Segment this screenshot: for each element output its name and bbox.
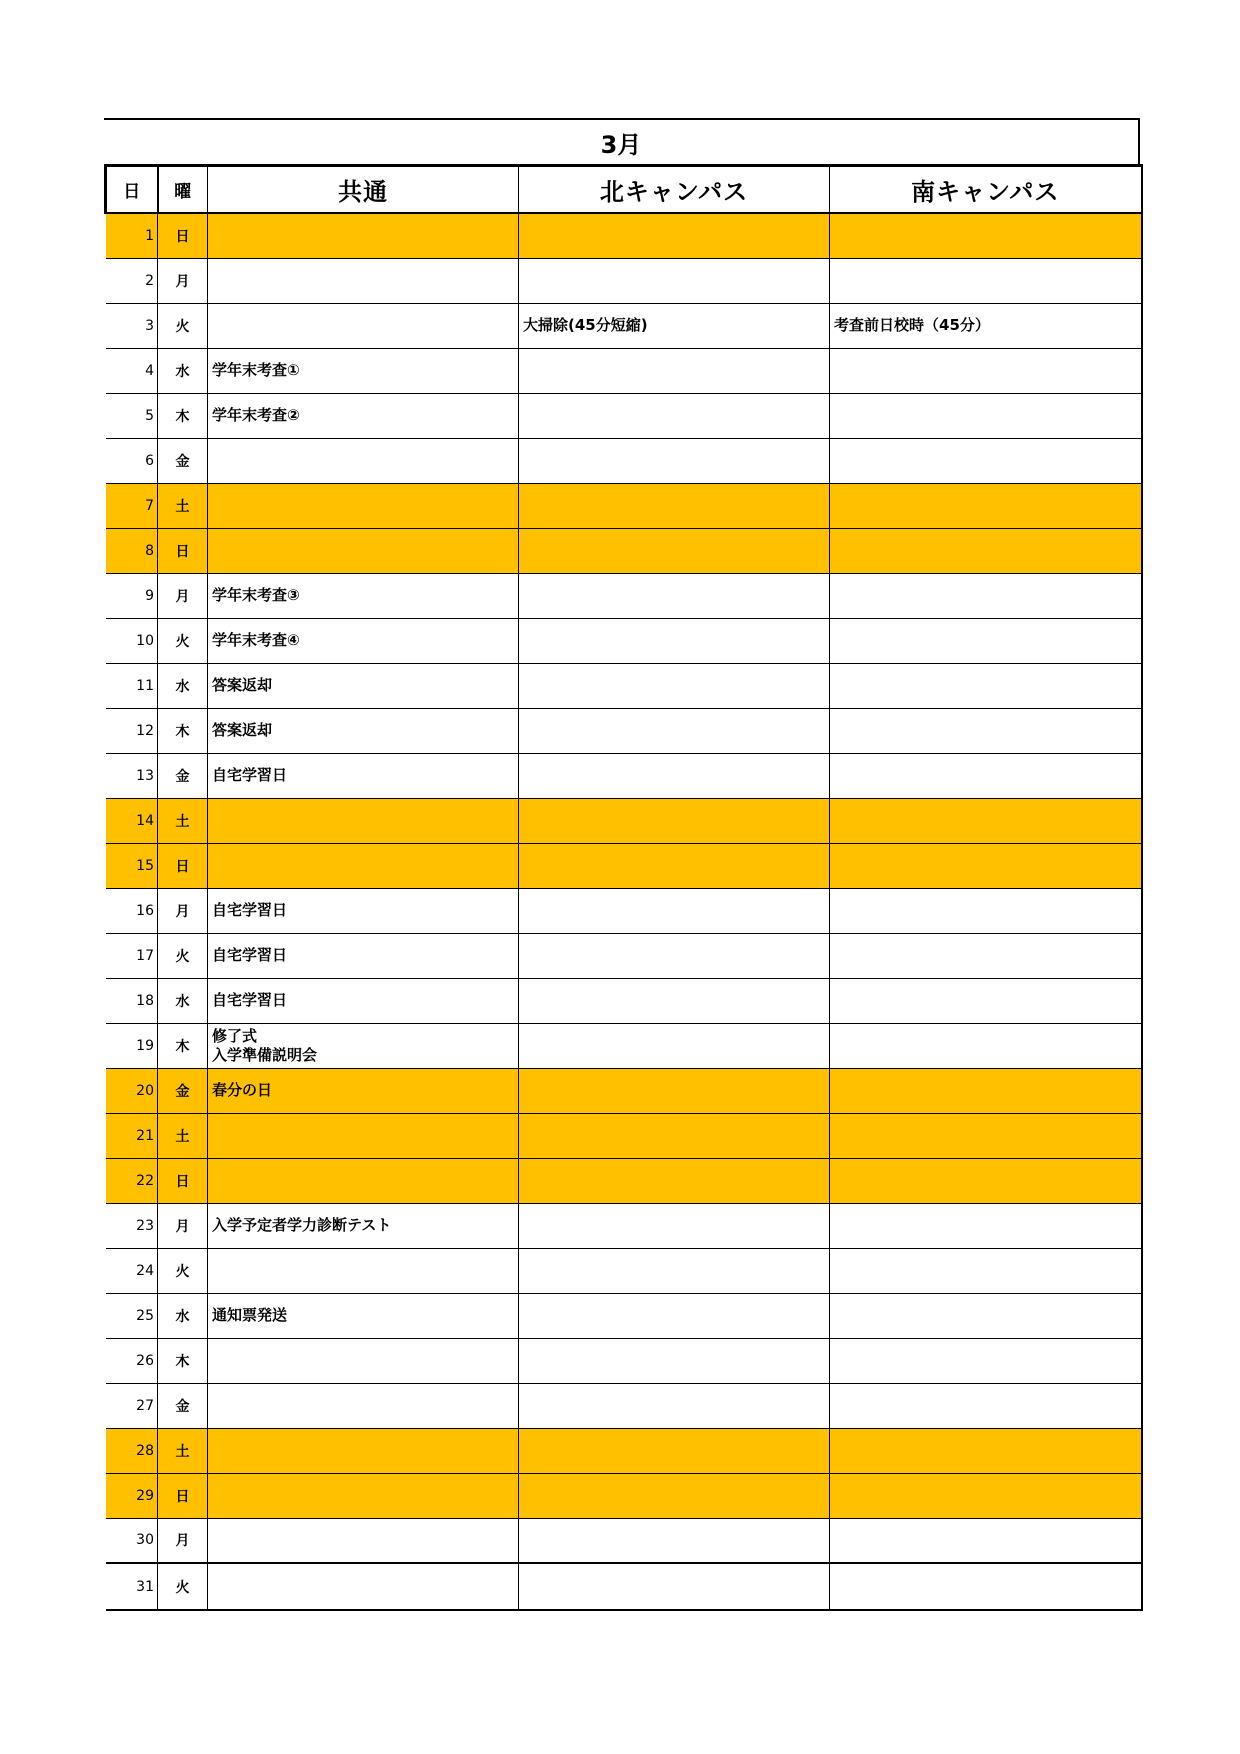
north-campus-event[interactable]: 大掃除(45分短縮) [519, 303, 830, 348]
table-row [106, 213, 1142, 258]
table-row [106, 1023, 1142, 1068]
south-campus-event[interactable] [830, 573, 1142, 618]
weekday: 火 [158, 933, 208, 978]
table-row [106, 708, 1142, 753]
day-number: 31 [106, 1563, 158, 1610]
weekday: 金 [158, 753, 208, 798]
table-row [106, 1428, 1142, 1473]
table-row [106, 1293, 1142, 1338]
south-campus-event[interactable] [830, 1518, 1142, 1563]
day-number: 7 [106, 483, 158, 528]
common-event: 修了式 [212, 1026, 258, 1045]
day-number: 25 [106, 1293, 158, 1338]
weekday: 土 [158, 1428, 208, 1473]
north-campus-event[interactable] [519, 663, 830, 708]
common-event-cell[interactable] [208, 888, 519, 933]
south-campus-event[interactable] [830, 708, 1142, 753]
south-campus-event[interactable] [830, 213, 1142, 258]
table-row [106, 1473, 1142, 1518]
day-number: 24 [106, 1248, 158, 1293]
schedule-sheet [104, 118, 1140, 1611]
common-event-cell[interactable] [208, 303, 519, 348]
common-event: 学年末考査③ [212, 586, 300, 604]
day-number: 19 [106, 1023, 158, 1068]
table-row [106, 798, 1142, 843]
common-event-cell[interactable] [208, 1023, 519, 1068]
north-campus-event[interactable] [519, 1563, 830, 1610]
table-row [106, 933, 1142, 978]
common-event-cell[interactable] [208, 1293, 519, 1338]
north-campus-event[interactable] [519, 798, 830, 843]
day-number: 14 [106, 798, 158, 843]
weekday: 土 [158, 483, 208, 528]
common-event: 自宅学習日 [212, 991, 288, 1009]
day-number: 2 [106, 258, 158, 303]
weekday: 水 [158, 348, 208, 393]
weekday: 木 [158, 1338, 208, 1383]
north-campus-event[interactable] [519, 1023, 830, 1068]
day-number: 1 [106, 213, 158, 258]
weekday: 日 [158, 843, 208, 888]
south-campus-event[interactable] [830, 1338, 1142, 1383]
day-number: 28 [106, 1428, 158, 1473]
common-event-cell[interactable] [208, 1203, 519, 1248]
common-event: 学年末考査② [212, 406, 300, 424]
table-row [106, 1248, 1142, 1293]
common-event-cell[interactable] [208, 1338, 519, 1383]
table-row [106, 663, 1142, 708]
table-row [106, 1068, 1142, 1113]
table-row [106, 528, 1142, 573]
north-campus-event[interactable] [519, 483, 830, 528]
day-number: 18 [106, 978, 158, 1023]
table-row [106, 618, 1142, 663]
north-campus-event[interactable] [519, 1158, 830, 1203]
south-campus-event[interactable] [830, 393, 1142, 438]
weekday: 月 [158, 888, 208, 933]
north-campus-event[interactable] [519, 1428, 830, 1473]
south-campus-event[interactable] [830, 1563, 1142, 1610]
common-event-cell[interactable] [208, 1518, 519, 1563]
north-campus-event[interactable] [519, 348, 830, 393]
header-day: 日 [106, 166, 158, 214]
day-number: 26 [106, 1338, 158, 1383]
header-common: 共通 [208, 166, 519, 214]
table-row [106, 1113, 1142, 1158]
common-event-cell[interactable] [208, 438, 519, 483]
common-event: 自宅学習日 [212, 901, 288, 919]
north-campus-event[interactable] [519, 1113, 830, 1158]
north-campus-event[interactable] [519, 618, 830, 663]
weekday: 火 [158, 618, 208, 663]
table-row [106, 573, 1142, 618]
common-event-cell[interactable] [208, 1113, 519, 1158]
north-campus-event[interactable] [519, 843, 830, 888]
south-campus-event[interactable] [830, 753, 1142, 798]
day-number: 3 [106, 303, 158, 348]
common-event: 答案返却 [212, 676, 273, 694]
north-campus-event[interactable] [519, 708, 830, 753]
weekday: 木 [158, 708, 208, 753]
table-row [106, 438, 1142, 483]
north-campus-event[interactable] [519, 1068, 830, 1113]
day-number: 17 [106, 933, 158, 978]
south-campus-event[interactable] [830, 888, 1142, 933]
common-event: 春分の日 [212, 1081, 273, 1099]
common-event: 入学予定者学力診断テスト [212, 1216, 392, 1234]
day-number: 15 [106, 843, 158, 888]
day-number: 27 [106, 1383, 158, 1428]
south-campus-event[interactable] [830, 1158, 1142, 1203]
south-campus-event[interactable] [830, 1383, 1142, 1428]
schedule-table [104, 164, 1143, 1611]
north-campus-event[interactable] [519, 528, 830, 573]
table-row [106, 1158, 1142, 1203]
south-campus-event[interactable] [830, 1293, 1142, 1338]
table-row [106, 978, 1142, 1023]
weekday: 火 [158, 1248, 208, 1293]
day-number: 12 [106, 708, 158, 753]
table-row [106, 753, 1142, 798]
common-event-cell[interactable] [208, 1428, 519, 1473]
common-event: 自宅学習日 [212, 766, 288, 784]
south-campus-event[interactable] [830, 933, 1142, 978]
south-campus-event[interactable] [830, 528, 1142, 573]
common-event-cell[interactable] [208, 708, 519, 753]
table-row [106, 483, 1142, 528]
common-event: 入学準備説明会 [212, 1045, 318, 1064]
common-event-cell[interactable] [208, 1248, 519, 1293]
south-campus-event[interactable] [830, 1428, 1142, 1473]
common-event-cell[interactable] [208, 528, 519, 573]
south-campus-event[interactable] [830, 978, 1142, 1023]
weekday: 月 [158, 258, 208, 303]
day-number: 5 [106, 393, 158, 438]
common-event: 自宅学習日 [212, 946, 288, 964]
south-campus-event[interactable] [830, 663, 1142, 708]
common-event-cell[interactable] [208, 1563, 519, 1610]
header-row [106, 166, 1142, 214]
north-campus-event[interactable] [519, 1338, 830, 1383]
table-row [106, 1338, 1142, 1383]
south-campus-event[interactable]: 考査前日校時（45分） [830, 303, 1142, 348]
table-row [106, 303, 1142, 348]
south-campus-event[interactable] [830, 843, 1142, 888]
table-row [106, 258, 1142, 303]
north-campus-event[interactable] [519, 933, 830, 978]
day-number: 4 [106, 348, 158, 393]
day-number: 10 [106, 618, 158, 663]
weekday: 木 [158, 393, 208, 438]
table-row [106, 1383, 1142, 1428]
common-event-cell[interactable] [208, 348, 519, 393]
weekday: 火 [158, 303, 208, 348]
table-row [106, 1203, 1142, 1248]
south-campus-event[interactable] [830, 258, 1142, 303]
weekday: 日 [158, 1158, 208, 1203]
common-event: 学年末考査④ [212, 631, 300, 649]
month-title: 3月 [104, 118, 1140, 164]
north-campus-event[interactable] [519, 1203, 830, 1248]
weekday: 火 [158, 1563, 208, 1610]
table-row [106, 348, 1142, 393]
common-event: 学年末考査① [212, 361, 300, 379]
day-number: 20 [106, 1068, 158, 1113]
north-campus-event[interactable] [519, 1473, 830, 1518]
weekday: 土 [158, 1113, 208, 1158]
common-event-cell[interactable] [208, 258, 519, 303]
north-campus-event[interactable] [519, 573, 830, 618]
south-campus-event[interactable] [830, 1113, 1142, 1158]
north-campus-event[interactable] [519, 1293, 830, 1338]
day-number: 9 [106, 573, 158, 618]
north-campus-event[interactable] [519, 753, 830, 798]
north-campus-event[interactable] [519, 213, 830, 258]
day-number: 21 [106, 1113, 158, 1158]
common-event-cell[interactable] [208, 213, 519, 258]
common-event-cell[interactable] [208, 1068, 519, 1113]
weekday: 土 [158, 798, 208, 843]
common-event-cell[interactable] [208, 1473, 519, 1518]
south-campus-event[interactable] [830, 1203, 1142, 1248]
common-event-cell[interactable] [208, 843, 519, 888]
day-number: 16 [106, 888, 158, 933]
weekday: 水 [158, 1293, 208, 1338]
weekday: 水 [158, 978, 208, 1023]
common-event-cell[interactable] [208, 753, 519, 798]
day-number: 11 [106, 663, 158, 708]
common-event-cell[interactable] [208, 1383, 519, 1428]
table-row [106, 393, 1142, 438]
day-number: 6 [106, 438, 158, 483]
common-event-cell[interactable] [208, 1158, 519, 1203]
table-row [106, 1518, 1142, 1563]
north-campus-event[interactable] [519, 1383, 830, 1428]
common-event-cell[interactable] [208, 933, 519, 978]
weekday: 日 [158, 213, 208, 258]
header-north-campus: 北キャンパス [519, 166, 830, 214]
weekday: 金 [158, 1068, 208, 1113]
weekday: 金 [158, 438, 208, 483]
south-campus-event[interactable] [830, 483, 1142, 528]
day-number: 13 [106, 753, 158, 798]
header-weekday: 曜 [158, 166, 208, 214]
north-campus-event[interactable] [519, 438, 830, 483]
header-south-campus: 南キャンパス [830, 166, 1142, 214]
common-event-cell[interactable] [208, 393, 519, 438]
south-campus-event[interactable] [830, 1248, 1142, 1293]
table-row [106, 888, 1142, 933]
south-campus-event[interactable] [830, 438, 1142, 483]
day-number: 30 [106, 1518, 158, 1563]
common-event-cell[interactable] [208, 483, 519, 528]
north-campus-event[interactable] [519, 1248, 830, 1293]
weekday: 月 [158, 1518, 208, 1563]
common-event: 答案返却 [212, 721, 273, 739]
north-campus-event[interactable] [519, 1518, 830, 1563]
common-event-cell[interactable] [208, 798, 519, 843]
common-event-cell[interactable] [208, 573, 519, 618]
south-campus-event[interactable] [830, 618, 1142, 663]
weekday: 木 [158, 1023, 208, 1068]
day-number: 22 [106, 1158, 158, 1203]
south-campus-event[interactable] [830, 1023, 1142, 1068]
north-campus-event[interactable] [519, 888, 830, 933]
table-row [106, 843, 1142, 888]
weekday: 水 [158, 663, 208, 708]
south-campus-event[interactable] [830, 798, 1142, 843]
table-row [106, 1563, 1142, 1610]
weekday: 月 [158, 1203, 208, 1248]
weekday: 金 [158, 1383, 208, 1428]
weekday: 月 [158, 573, 208, 618]
weekday: 日 [158, 1473, 208, 1518]
north-campus-event[interactable] [519, 393, 830, 438]
common-event-cell[interactable] [208, 663, 519, 708]
north-campus-event[interactable] [519, 258, 830, 303]
common-event-cell[interactable] [208, 978, 519, 1023]
day-number: 8 [106, 528, 158, 573]
day-number: 23 [106, 1203, 158, 1248]
day-number: 29 [106, 1473, 158, 1518]
common-event: 通知票発送 [212, 1306, 288, 1324]
south-campus-event[interactable] [830, 348, 1142, 393]
south-campus-event[interactable] [830, 1068, 1142, 1113]
south-campus-event[interactable] [830, 1473, 1142, 1518]
weekday: 日 [158, 528, 208, 573]
common-event-cell[interactable] [208, 618, 519, 663]
north-campus-event[interactable] [519, 978, 830, 1023]
